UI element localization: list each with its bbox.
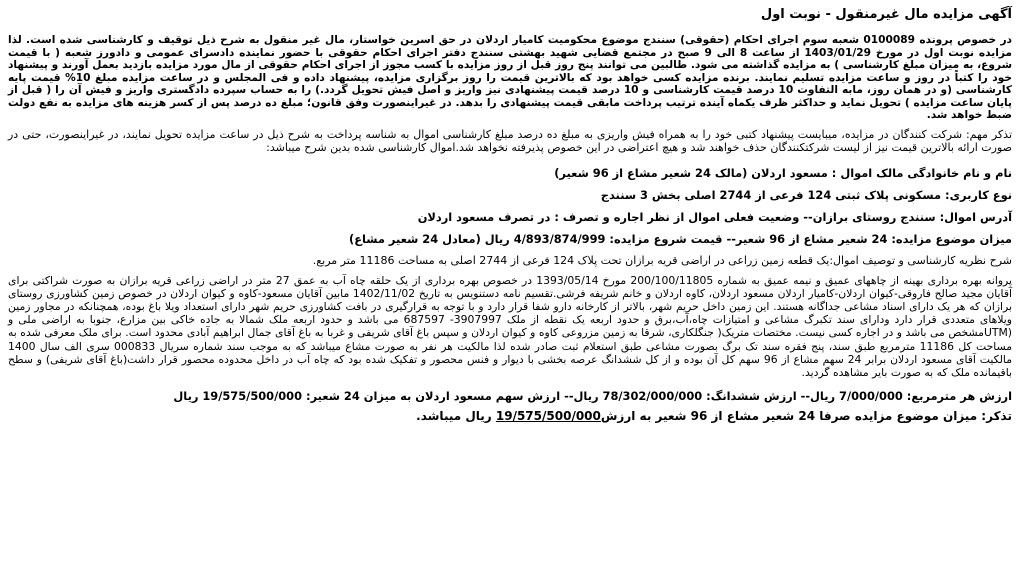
final-note-suffix: ریال میباشد. <box>416 409 492 424</box>
valuation-line: ارزش هر مترمربع: 7/000/000 ریال-- ارزش ششدانگ: 78/302/000/000 ریال-- ارزش سهم مسعود اردلان به میزان 24 شعیر: 19/575/500/000 ریال <box>173 389 1012 404</box>
usage-field: نوع کاربری: مسکونی پلاک ثبتی 124 فرعی از 2744 اصلی بخش 3 سنندج <box>600 187 1012 202</box>
final-note-prefix: تذکر: میزان موضوع مزایده صرفا 24 شعیر مشاع از 96 شعیر به ارزش <box>600 409 1012 424</box>
expert-description-body: پروانه بهره برداری بهینه از چاههای عمیق و نیمه عمیق به شماره 200/100/11805 مورخ 1393/05/14 در خصوص بهره برداری از یک حلقه چاه آب به عمق 27 متر در اراضی زراعی قریه برازان به صورت شراکتی برای آقایان مجید صالح فاروقی-کیوان اردلان-کامیار اردلان مسعود اردلان، کاوه اردلان و خانم شریفه فرشی.تقسیم نامه دستنویس به تاریخ 1402/11/02 مابین آقایان مسعود-کاوه و کیوان اردلان در خصوص زمین کشاورزی روستای برازان که هر یک دارای اسناد مشاعی جداگانه هستند. این زمین داخل حریم شهر، بالاتر از کارخانه دارو شفا قرار دارد و با توجه به قرارگیری در بافت کشاورزی حریم شهر دارای استعداد ویلا باغ بوده، همچنانکه در مجاور زمین ویلاهای متعددی قرار دارد ودارای سند تکبرگ مشاعی و امتیازات چاه،آب،برق و حدود اربعه یک نقطه از ملک 3907997- 687597 می باشد و حدود اربعه ملک شمالا به جاده خاکی بین مزارع، جنوبا به اراضی ملی و (UTMمشخص می باشد و در اجاره کسی نیست. مختصات متریک( جنگلکاری، شرقا به زمین مزروعی کاوه و کیوان اردلان و سپس باغ آقای شریفی و غربا به باغ آقای جمال ابراهیم آبادی محدود است. برای ملک معرفی شده به مساحت کل 11186 مترمربع طبق سند، پنج فقره سند تک برگ بصورت مشاعی طبق استعلام ثبت صادر شده لذا مالکیت هر نفر به صورت مشاع میباشد که به موجب سند شماره سریال 000833 سری الف سال 1400 مالکیت آقای مسعود اردلان برابر 24 سهم مشاع از 96 سهم کل آن بوده و از کل ششدانگ عرصه بخشی با دیوار و فنس محصور و تفکیک شده بود که چاه آب در داخل محدوده محصور قرار داشت(باغ آقای شریفی) و سطح باقیمانده ملک که به صورت بایر مشاهده گردید. <box>8 273 1012 379</box>
important-note: تذکر مهم: شرکت کنندگان در مزایده، میبایست پیشنهاد کتبی خود را به همراه فیش واریزی به مبلغ ده درصد مبلغ کارشناسی اموال به شناسه پرداخت به شرح ذیل در ساعت مزایده تحویل نمایند، در غیراینصورت، حتی در صورت ارائه بالاترین قیمت نیز از لیست شرکتکنندگان حذف خواهند شد و هیچ اعتراضی در این خصوص پذیرفته نخواهد شد.اموال کارشناسی شده بدین شرح میباشد: <box>8 127 1012 154</box>
address-field: آدرس اموال: سنندج روستای برازان-- وضعیت فعلی اموال از نظر اجاره و تصرف : در تصرف مسعود اردلان <box>417 209 1012 224</box>
owner-field: نام و نام خانوادگی مالک اموال : مسعود اردلان (مالک 24 شعیر مشاع از 96 شعیر) <box>554 165 1012 180</box>
amount-field: میزان موضوع مزایده: 24 شعیر مشاع از 96 شعیر-- قیمت شروع مزایده: 4/893/874/999 ریال (معادل 24 شعیر مشاع) <box>349 231 1012 246</box>
notice-intro: در خصوص پرونده 0100089 شعبه سوم اجرای احکام (حقوقی) سنندج موضوع محکومیت کامیار اردلان در حق اسرین خواستار، مال غیر منقول به شرح ذیل توقیف و کارشناسی شده است. لذا مزایده نوبت اول در مورخ 1403/01/29 از ساعت 8 الی 9 صبح در مجتمع قضایی شهید بهشتی سنندج دفتر اجرای احکام حقوقی با حضور نماینده دادسرای عمومی و دادورز شعبه ( با قیمت شروع، به میزان مبلغ کارشناسی ) به مزایده گذاشته می شود. طالبین می توانند پنج روز قبل از روز مزایده با کسب مجوز از اجرای احکام حقوقی از مال مورد مزایده بازدید بعمل آورند و پیشنهاد خود را کتباً در روز و ساعت مزایده تسلیم نمایند. برنده مزایده کسی خواهد بود که بالاترین قیمت را روز برگزاری مزایده، پیشنهاد داده و فی المجلس و در ساعت مزایده مبلغ 10% قیمت پایه کارشناسی (و در همان روز، مابه التفاوت 10 درصد قیمت کارشناسی و 10 درصد قیمت پیشنهادی نیز واریز و اصل فیش تحویل گردد.) را به حساب سپرده دادگستری واریز و فیش آن را ( قبل از پایان ساعت مزایده ) تحویل نماید و حداکثر ظرف یکماه آینده ترتیب پرداخت مابقی قیمت پیشنهادی را بدهد. در غیراینصورت وفق قانون؛ مبلغ ده درصد پس از کسر هزینه های مزایده به نفع دولت ضبط خواهد شد. <box>8 34 1013 121</box>
final-note-value: 19/575/500/000 <box>495 409 601 424</box>
expert-description-heading: شرح نظریه کارشناسی و توصیف اموال:یک قطعه زمین زراعی در اراضی قریه برازان تحت پلاک 124 فرعی از 2744 اصلی به مساحت 11186 متر مربع. <box>312 253 1012 267</box>
final-note <box>8 409 1012 424</box>
notice-title: آگهی مزایده مال غیرمنقول - نوبت اول <box>760 7 1012 22</box>
